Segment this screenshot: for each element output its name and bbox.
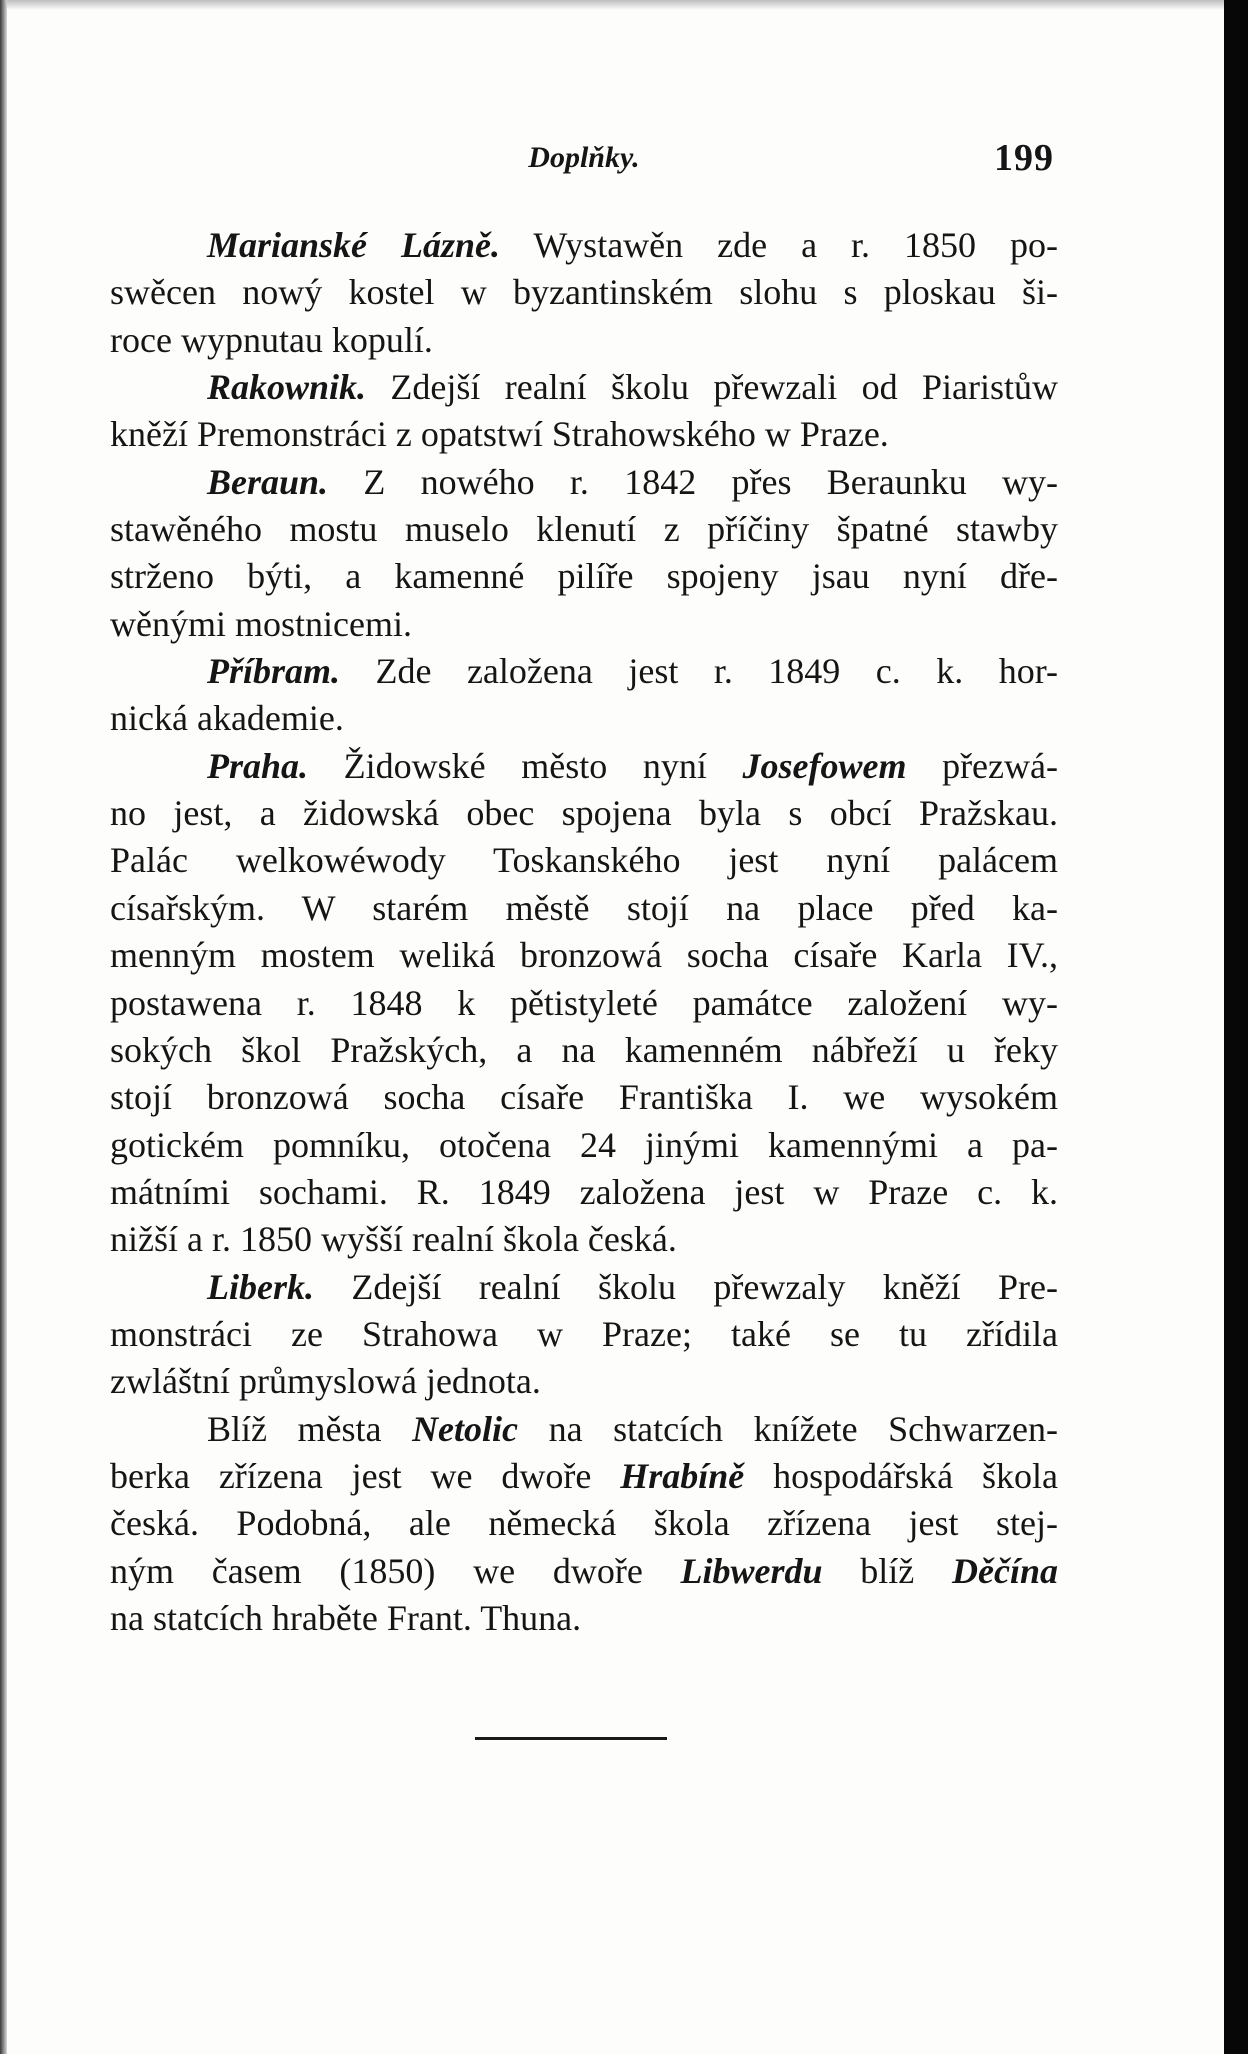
text-line [110,1453,1058,1500]
text-line [110,1264,1058,1311]
italic-term: Libwerdu [680,1550,823,1591]
page-edge-top [0,0,1248,10]
text-line [110,459,1058,506]
text-line [110,506,1058,553]
text-run: Židowské město nyní [308,745,743,786]
text-run: blíž [822,1550,953,1591]
text-line [110,364,1058,411]
text-run: Z nowého r. 1842 přes Beraunku wy- [328,461,1058,502]
text-run: stojí bronzowá socha císaře Františka I. we wysokém [110,1077,1058,1118]
text-line [110,1169,1058,1216]
text-run: mátními sochami. R. 1849 založena jest w Praze c. k. [110,1171,1058,1212]
paragraph [110,1406,1058,1643]
italic-term: Hrabíně [620,1455,745,1496]
text-run: gotickém pomníku, otočena 24 jinými kamennými a pa- [110,1124,1058,1165]
text-run: sokých škol Pražských, a na kamenném nábřeží u řeky [110,1029,1058,1070]
running-title: Doplňky. [528,141,640,174]
text-run: swěcen nowý kostel w byzantinském slohu s ploskau ši- [110,272,1058,313]
paragraph [110,743,1058,1264]
text-line [110,411,1058,458]
text-line [110,601,1058,648]
text-line [110,1216,1058,1263]
text-line [110,932,1058,979]
text-run: zwláštní průmyslowá jednota. [110,1361,541,1402]
italic-term: Beraun. [207,461,329,502]
text-run: na statcích hraběte Frant. Thuna. [110,1597,582,1638]
text-run: postawena r. 1848 k pětistyleté památce založení wy- [110,982,1058,1023]
paragraph [110,364,1058,459]
text-line [110,648,1058,695]
text-run: wěnými mostnicemi. [110,603,412,644]
text-line [110,695,1058,742]
text-run: Blíž města [207,1408,413,1449]
text-line [110,1122,1058,1169]
text-line [110,1074,1058,1121]
italic-term: Praha. [207,745,309,786]
text-run: Zdejší realní školu přewzali od Piaristůw [366,367,1058,408]
text-run: Wystawěn zde a r. 1850 po- [500,225,1059,265]
page-edge-right [1224,0,1248,2054]
text-line [110,837,1058,884]
italic-term: Liberk. [207,1266,314,1307]
text-run: přezwá- [906,745,1058,786]
text-line [110,553,1058,600]
text-run: no jest, a židowská obec spojena byla s obcí Pražskau. [110,793,1058,834]
text-line [110,1406,1058,1453]
body-text [110,222,1058,1642]
text-run: ným časem (1850) we dwoře [110,1550,681,1591]
paragraph [110,222,1058,364]
text-run: strženo býti, a kamenné pilíře spojeny jsau nyní dře- [110,556,1058,597]
text-line [110,1500,1058,1547]
text-line [110,1027,1058,1074]
text-line [110,1311,1058,1358]
italic-term: Rakownik. [207,367,367,408]
text-run: menným mostem weliká bronzowá socha císaře Karla IV., [110,935,1058,976]
text-line [110,222,1058,269]
text-line [110,1358,1058,1405]
text-line [110,269,1058,316]
text-run: nižší a r. 1850 wyšší realní škola česká. [110,1219,677,1260]
end-rule [475,1737,667,1740]
text-run: stawěného mostu muselo klenutí z příčiny špatné stawby [110,509,1058,550]
text-line [110,743,1058,790]
text-line [110,1548,1058,1595]
text-run: monstráci ze Strahowa w Praze; také se tu zřídila [110,1313,1058,1354]
italic-term: Příbram. [207,651,341,692]
paragraph [110,459,1058,648]
italic-term: Marianské Lázně. [207,225,501,265]
italic-term: Děčína [952,1550,1058,1591]
text-line [110,980,1058,1027]
text-run: hospodářská škola [744,1455,1058,1496]
paragraph [110,1264,1058,1406]
text-run: kněží Premonstráci z opatstwí Strahowského w Praze. [110,414,889,455]
page-edge-left [0,0,7,2054]
text-run: nická akademie. [110,698,344,739]
italic-term: Netolic [412,1408,519,1449]
text-run: císařským. W starém městě stojí na place před ka- [110,887,1058,928]
running-head [110,133,1058,183]
text-run: Palác welkowéwody Toskanského jest nyní palácem [110,840,1058,881]
text-run: česká. Podobná, ale německá škola zřízena jest stej- [110,1503,1058,1544]
text-run: berka zřízena jest we dwoře [110,1455,621,1496]
text-line [110,317,1058,364]
text-line [110,1595,1058,1642]
text-run: Zde založena jest r. 1849 c. k. hor- [340,651,1058,692]
paragraph [110,648,1058,743]
text-run: na statcích knížete Schwarzen- [518,1408,1058,1449]
page-number: 199 [994,137,1054,179]
text-run: Zdejší realní školu přewzaly kněží Pre- [313,1266,1058,1307]
text-run: roce wypnutau kopulí. [110,319,433,360]
text-line [110,885,1058,932]
text-line [110,790,1058,837]
italic-term: Josefowem [742,745,907,786]
